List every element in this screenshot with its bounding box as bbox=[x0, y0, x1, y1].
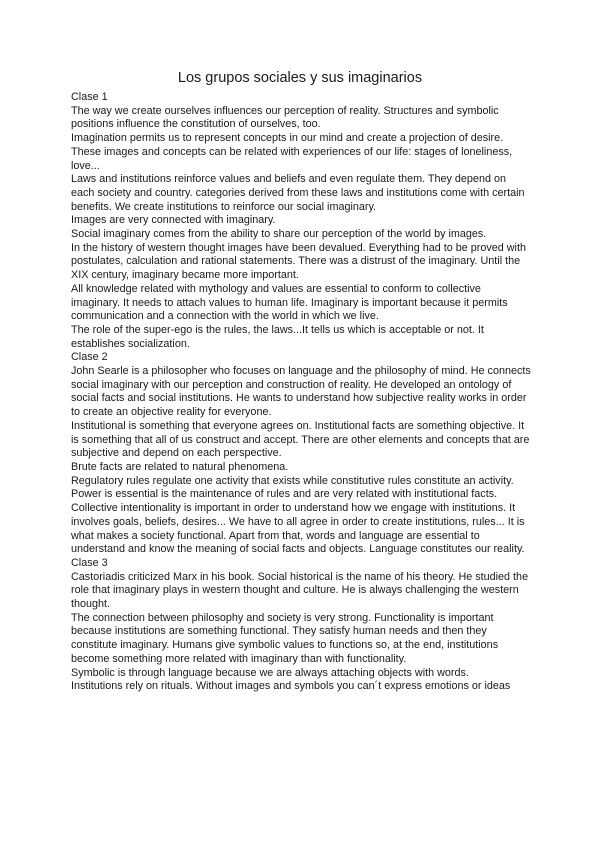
paragraph: All knowledge related with mythology and values are essential to conform to collective imaginary. It needs to attach values to human life. Imaginary is important because it permits communication and a connection with the world in which we live. bbox=[71, 282, 508, 323]
paragraph: Brute facts are related to natural phenomena. bbox=[71, 460, 289, 473]
paragraph: The role of the super-ego is the rules, the laws...It tells us which is acceptable or not. It establishes socialization. bbox=[71, 323, 484, 350]
paragraph: Castoriadis criticized Marx in his book. Social historical is the name of his theory. He studied the role that imaginary plays in western thought and culture. He is always challenging the western thought. bbox=[71, 570, 529, 611]
paragraph: Images are very connected with imaginary. bbox=[71, 214, 276, 227]
paragraph: Institutions rely on rituals. Without images and symbols you can´t express emotions or ideas bbox=[71, 680, 511, 693]
paragraph: The way we create ourselves influences our perception of reality. Structures and symbolic positions influence the constitution of ourselves, too. bbox=[71, 104, 499, 131]
paragraph: Social imaginary comes from the ability to share our perception of the world by images. bbox=[71, 228, 487, 241]
paragraph: Symbolic is through language because we are always attaching objects with words. bbox=[71, 666, 469, 679]
paragraph: In the history of western thought images have been devalued. Everything had to be proved with postulates, calculation and rational statements. There was a distrust of the imaginary. Until the XIX century, imaginary became more important. bbox=[71, 241, 526, 282]
paragraph: Laws and institutions reinforce values and beliefs and even regulate them. They depend on each society and country. categories derived from these laws and institutions come with certain benefits. We create institutions to reinforce our social imaginary. bbox=[71, 173, 525, 213]
section-heading: Clase 1 bbox=[71, 91, 108, 103]
paragraph: Regulatory rules regulate one activity that exists while constitutive rules constitute an activity. bbox=[71, 474, 514, 487]
paragraph: Imagination permits us to represent concepts in our mind and create a projection of desire. These images and concepts can be related with experiences of our life: stages of loneliness, love... bbox=[71, 132, 513, 172]
paragraph: Collective intentionality is important in order to understand how we engage with institutions. It involves goals, beliefs, desires... We have to all agree in order to create institutions, rules... It is what makes a society functional. Apart from that, words and language are essential to understand and know the meaning of social facts and objects. Language constitutes our reality. bbox=[71, 502, 525, 556]
paragraph: Institutional is something that everyone agrees on. Institutional facts are something objective. It is something that all of us construct and accept. There are other elements and concepts that are subjective and depend on each perspective. bbox=[71, 419, 530, 460]
section-heading: Clase 3 bbox=[71, 556, 108, 569]
paragraph: John Searle is a philosopher who focuses on language and the philosophy of mind. He connects social imaginary with our perception and construction of reality. He developed an ontology of social facts and social institutions. He wants to understand how subjective reality works in order to create an objective reality for everyone. bbox=[71, 365, 531, 419]
section-heading: Clase 2 bbox=[71, 351, 108, 364]
document-body bbox=[71, 91, 531, 694]
paragraph: The connection between philosophy and society is very strong. Functionality is important because institutions are something functional. They satisfy human needs and then they constitute imaginary. Humans give symbolic values to functions so, at the end, institutions become something more related with imaginary than with functionality. bbox=[71, 611, 499, 665]
document-title: Los grupos sociales y sus imaginarios bbox=[177, 70, 423, 86]
paragraph: Power is essential is the maintenance of rules and are very related with institutional facts. bbox=[71, 488, 498, 501]
